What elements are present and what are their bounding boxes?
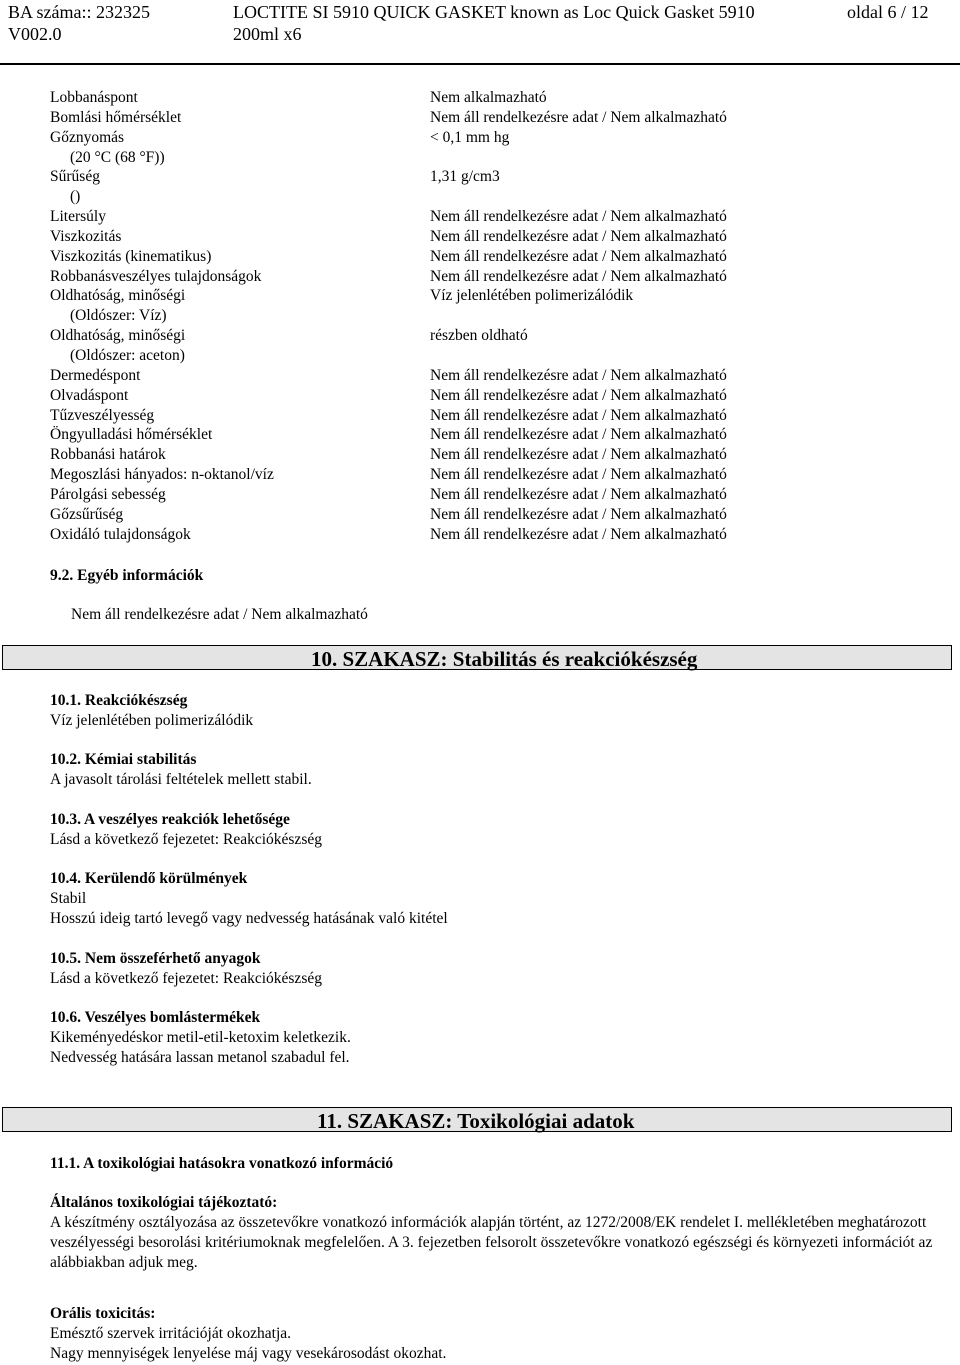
property-value: Nem áll rendelkezésre adat / Nem alkalmazható <box>430 366 727 384</box>
section-9-2-heading: 9.2. Egyéb információk <box>50 567 204 584</box>
sub-10-6-heading: 10.6. Veszélyes bomlástermékek <box>50 1009 261 1026</box>
section-11-title: 11. SZAKASZ: Toxikológiai adatok <box>317 1109 635 1133</box>
sub-10-5-text: Lásd a következő fejezetet: Reakciókészség <box>50 970 322 987</box>
property-label: Dermedéspont <box>50 366 141 384</box>
sub-10-5-heading: 10.5. Nem összeférhető anyagok <box>50 950 261 967</box>
sub-10-3-text: Lásd a következő fejezetet: Reakciókészség <box>50 831 322 848</box>
property-label: (Oldószer: Víz) <box>70 307 167 325</box>
property-value: Nem áll rendelkezésre adat / Nem alkalmazható <box>430 108 727 126</box>
sub-10-6-text-2: Nedvesség hatására lassan metanol szabadul fel. <box>50 1049 350 1066</box>
oral-tox-text-1: Emésztő szervek irritációját okozhatja. <box>50 1325 292 1342</box>
property-label: Öngyulladási hőmérséklet <box>50 426 213 444</box>
property-label: (Oldószer: aceton) <box>70 346 185 364</box>
sub-10-4-text-1: Stabil <box>50 890 87 907</box>
property-value: Nem áll rendelkezésre adat / Nem alkalmazható <box>430 267 727 285</box>
sub-10-3-heading: 10.3. A veszélyes reakciók lehetősége <box>50 811 290 828</box>
property-label: Litersúly <box>50 208 106 226</box>
property-value: Nem áll rendelkezésre adat / Nem alkalmazható <box>430 386 727 404</box>
property-label: Oxidáló tulajdonságok <box>50 525 191 543</box>
property-value: Nem áll rendelkezésre adat / Nem alkalmazható <box>430 446 727 464</box>
property-value: Víz jelenlétében polimerizálódik <box>430 287 634 305</box>
sub-10-2-heading: 10.2. Kémiai stabilitás <box>50 751 197 768</box>
property-value: Nem áll rendelkezésre adat / Nem alkalmazható <box>430 525 727 543</box>
product-package: 200ml x6 <box>233 24 302 44</box>
property-label: Viszkozitás <box>50 227 122 245</box>
property-value: Nem áll rendelkezésre adat / Nem alkalmazható <box>430 227 727 245</box>
property-label: Tűzveszélyesség <box>50 406 155 424</box>
property-label: Olvadáspont <box>50 386 129 404</box>
property-label: (20 °C (68 °F)) <box>70 148 165 166</box>
property-label: Párolgási sebesség <box>50 485 166 503</box>
property-label: Robbanási határok <box>50 446 166 464</box>
property-label: Lobbanáspont <box>50 89 138 106</box>
sub-11-1-heading: 11.1. A toxikológiai hatásokra vonatkozó információ <box>50 1155 394 1172</box>
property-label: () <box>70 188 81 206</box>
property-value: Nem áll rendelkezésre adat / Nem alkalmazható <box>430 466 727 484</box>
property-label: Megoszlási hányados: n-oktanol/víz <box>50 466 274 484</box>
property-value: Nem áll rendelkezésre adat / Nem alkalmazható <box>430 208 727 226</box>
sub-10-2-text: A javasolt tárolási feltételek mellett stabil. <box>50 771 312 788</box>
section-10-title: 10. SZAKASZ: Stabilitás és reakciókészség <box>311 647 698 671</box>
property-value: Nem áll rendelkezésre adat / Nem alkalmazható <box>430 505 727 523</box>
product-name: LOCTITE SI 5910 QUICK GASKET known as Loc Quick Gasket 5910 <box>233 2 755 22</box>
sub-10-4-heading: 10.4. Kerülendő körülmények <box>50 870 248 887</box>
property-value: Nem áll rendelkezésre adat / Nem alkalmazható <box>430 426 727 444</box>
property-value: Nem áll rendelkezésre adat / Nem alkalmazható <box>430 485 727 503</box>
general-tox-text: A készítmény osztályozása az összetevőkre vonatkozó információk alapján történt, az 1272/2008/EK rendelet I. mellékletében meghatározott veszélyességi besorolási kritériumoknak megfelelően. A 3. fejezetben felsorolt összetevőkre vonatkozó egészségi és környezeti információt az alábbiakban adjuk meg. <box>50 1214 933 1271</box>
page-number: oldal 6 / 12 <box>847 2 929 22</box>
property-label: Gőznyomás <box>50 128 125 146</box>
sub-10-4-text-2: Hosszú ideig tartó levegő vagy nedvesség hatásának való kitétel <box>50 910 448 927</box>
property-value: Nem áll rendelkezésre adat / Nem alkalmazható <box>430 406 727 424</box>
section-9-2-text: Nem áll rendelkezésre adat / Nem alkalmazható <box>71 606 368 623</box>
property-label: Viszkozitás (kinematikus) <box>50 247 212 265</box>
property-label: Sűrűség <box>50 168 100 186</box>
sub-10-1-text: Víz jelenlétében polimerizálódik <box>50 712 254 729</box>
property-label: Gőzsűrűség <box>50 505 124 523</box>
oral-tox-heading: Orális toxicitás: <box>50 1305 156 1322</box>
general-tox-heading: Általános toxikológiai tájékoztató: <box>50 1194 278 1211</box>
property-value: Nem alkalmazható <box>430 89 547 106</box>
header-divider <box>0 63 960 65</box>
oral-tox-text-2: Nagy mennyiségek lenyelése máj vagy vesekárosodást okozhat. <box>50 1345 447 1362</box>
property-label: Robbanásveszélyes tulajdonságok <box>50 267 262 285</box>
property-value: < 0,1 mm hg <box>430 128 510 146</box>
sub-10-6-text-1: Kikeményedéskor metil-etil-ketoxim keletkezik. <box>50 1029 351 1046</box>
property-value: 1,31 g/cm3 <box>430 168 500 186</box>
version: V002.0 <box>8 24 62 44</box>
property-label: Oldhatóság, minőségi <box>50 287 186 305</box>
sub-10-1-heading: 10.1. Reakciókészség <box>50 692 188 709</box>
ba-number: BA száma:: 232325 <box>8 2 150 22</box>
property-label: Bomlási hőmérséklet <box>50 108 182 126</box>
property-value: Nem áll rendelkezésre adat / Nem alkalmazható <box>430 247 727 265</box>
property-value: részben oldható <box>430 327 528 345</box>
property-label: Oldhatóság, minőségi <box>50 327 186 345</box>
